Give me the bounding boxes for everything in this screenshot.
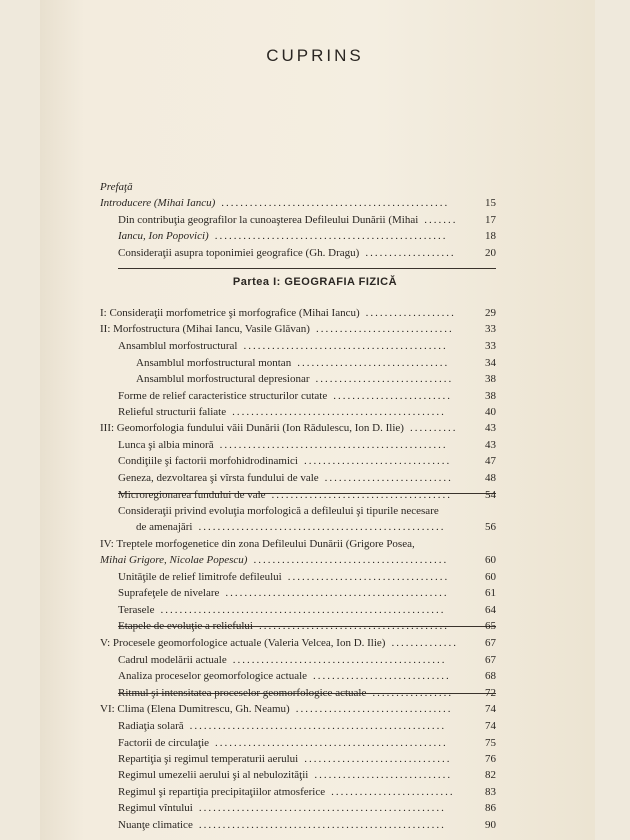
toc-page-number: 61: [485, 587, 496, 599]
toc-entry[interactable]: [0, 801, 630, 817]
toc-entry[interactable]: [0, 454, 630, 470]
toc-entry-title: Ansamblul morfostructural montan: [136, 357, 292, 369]
leader-dots: ..................................: [287, 571, 450, 583]
toc-entry[interactable]: [0, 488, 630, 504]
leader-dots: ......................................................: [189, 720, 447, 732]
toc-page-number: 48: [485, 472, 496, 484]
leader-dots: ...............................................: [225, 587, 449, 599]
toc-entry[interactable]: [0, 356, 630, 372]
toc-entry-title: Regimul umezelii aerului şi al nebulozităţii: [118, 769, 309, 781]
leader-dots: ..............: [391, 637, 458, 649]
toc-page-number: 74: [485, 703, 496, 715]
toc-page-number: 60: [485, 571, 496, 583]
toc-entry-title: III: Geomorfologia fundului văii Dunării (Ion Rădulescu, Ion D. Ilie): [100, 422, 404, 434]
leader-dots: ...........................: [324, 472, 453, 484]
toc-page-number: 33: [485, 323, 496, 335]
toc-entry[interactable]: [0, 570, 630, 586]
toc-entry[interactable]: [0, 306, 630, 322]
toc-entry[interactable]: [0, 405, 630, 421]
toc-page-number: 38: [485, 390, 496, 402]
toc-page-number: 54: [485, 489, 496, 501]
toc-page-number: 17: [485, 214, 496, 226]
toc-entry-title: Microregionarea fundului de vale: [118, 489, 266, 501]
toc-page-number: 82: [485, 769, 496, 781]
toc-entry-title: II: Morfostructura (Mihai Iancu, Vasile Glăvan): [100, 323, 310, 335]
leader-dots: ...............................: [303, 455, 452, 467]
toc-entry[interactable]: [0, 389, 630, 405]
toc-entry[interactable]: [0, 471, 630, 487]
leader-dots: .............................................: [232, 654, 447, 666]
leader-dots: .................................................: [214, 230, 448, 242]
toc-page-number: 15: [485, 197, 496, 209]
toc-page-number: 75: [485, 737, 496, 749]
toc-entry[interactable]: [0, 339, 630, 355]
leader-dots: .......: [424, 214, 458, 226]
toc-entry-title: Nuanţe climatice: [118, 819, 193, 831]
toc-entry-title: Radiaţia solară: [118, 720, 184, 732]
leader-dots: .............................: [315, 373, 454, 385]
toc-entry-title: Consideraţii asupra toponimiei geografice (Gh. Dragu): [118, 247, 360, 259]
toc-page-number: 20: [485, 247, 496, 259]
toc-page-number: 65: [485, 620, 496, 632]
leader-dots: .........................................: [253, 554, 449, 566]
toc-entry-title: V: Procesele geomorfologice actuale (Valeria Velcea, Ion D. Ilie): [100, 637, 386, 649]
toc-page-number: 38: [485, 373, 496, 385]
toc-entry-title: IV: Treptele morfogenetice din zona Defileului Dunării (Grigore Posea,: [100, 538, 415, 550]
toc-entry[interactable]: [0, 213, 630, 229]
leader-dots: ....................................................: [198, 521, 446, 533]
toc-entry[interactable]: [0, 785, 630, 801]
toc-entry[interactable]: [0, 421, 630, 437]
toc-entry-title: Introducere (Mihai Iancu): [100, 197, 216, 209]
toc-entry-title: Consideraţii privind evoluţia morfologică a defileului şi tipurile necesare: [118, 505, 439, 517]
toc-entry[interactable]: [0, 636, 630, 652]
toc-entry-title: Terasele: [118, 604, 155, 616]
toc-entry-title: Suprafeţele de nivelare: [118, 587, 220, 599]
toc-entry[interactable]: [0, 603, 630, 619]
leader-dots: .............................: [314, 769, 453, 781]
toc-page-number: 43: [485, 422, 496, 434]
leader-dots: ....................................................: [198, 819, 446, 831]
toc-entry-title: Unităţile de relief limitrofe defileului: [118, 571, 282, 583]
leader-dots: .........................: [333, 390, 452, 402]
leader-dots: ..........: [409, 422, 458, 434]
toc-page-number: 83: [485, 786, 496, 798]
toc-entry[interactable]: [0, 719, 630, 735]
toc-page-number: 90: [485, 819, 496, 831]
toc-entry[interactable]: [0, 653, 630, 669]
toc-entry[interactable]: [0, 180, 630, 196]
toc-entry[interactable]: [0, 686, 630, 702]
leader-dots: ................................................: [221, 197, 450, 209]
toc-page-number: 60: [485, 554, 496, 566]
toc-page-number: 86: [485, 802, 496, 814]
section-divider: [118, 268, 496, 269]
toc-entry-title: I: Consideraţii morfometrice şi morfografice (Mihai Iancu): [100, 307, 360, 319]
toc-entry[interactable]: [0, 619, 630, 635]
toc-entry[interactable]: [0, 669, 630, 685]
leader-dots: ....................................................: [198, 802, 446, 814]
leader-dots: .............................: [315, 323, 454, 335]
page-title: CUPRINS: [266, 46, 364, 65]
toc-page-number: 33: [485, 340, 496, 352]
toc-entry[interactable]: [0, 438, 630, 454]
leader-dots: ................................: [297, 357, 450, 369]
toc-page-number: 72: [485, 687, 496, 699]
leader-dots: ...............................: [304, 753, 452, 765]
toc-page-number: 47: [485, 455, 496, 467]
toc-entry-title: Condiţiile şi factorii morfohidrodinamici: [118, 455, 298, 467]
toc-page-number: 18: [485, 230, 496, 242]
toc-entry[interactable]: [0, 372, 630, 388]
leader-dots: ........................................: [259, 620, 449, 632]
toc-entry[interactable]: [0, 702, 630, 718]
toc-page-number: 68: [485, 670, 496, 682]
leader-dots: ..........................: [331, 786, 455, 798]
toc-entry[interactable]: [0, 752, 630, 768]
toc-entry[interactable]: [0, 229, 630, 245]
toc-entry[interactable]: [0, 586, 630, 602]
toc-entry-title: Prefaţă: [100, 181, 133, 193]
toc-entry-title: Iancu, Ion Popovici): [118, 230, 209, 242]
leader-dots: ............................................................: [160, 604, 446, 616]
toc-page-number: 64: [485, 604, 496, 616]
toc-entry-title: VI: Clima (Elena Dumitrescu, Gh. Neamu): [100, 703, 290, 715]
leader-dots: ......................................: [271, 489, 453, 501]
leader-dots: .............................................: [232, 406, 446, 418]
toc-entry-title: Regimul vîntului: [118, 802, 193, 814]
leader-dots: ...........................................: [243, 340, 448, 352]
leader-dots: .............................: [313, 670, 451, 682]
toc-entry[interactable]: [0, 504, 630, 520]
toc-entry-title: Ansamblul morfostructural depresionar: [136, 373, 310, 385]
toc-entry-title: Ansamblul morfostructural: [118, 340, 238, 352]
part-heading: Partea I: GEOGRAFIA FIZICĂ: [232, 276, 398, 288]
toc-page-number: 67: [485, 637, 496, 649]
toc-entry-title: Din contribuţia geografilor la cunoaşterea Defileului Dunării (Mihai: [118, 214, 419, 226]
toc-entry-title: de amenajări: [136, 521, 193, 533]
toc-page-number: 29: [485, 307, 496, 319]
toc-entry[interactable]: [0, 736, 630, 752]
leader-dots: .................: [372, 687, 454, 699]
toc-entry-title: Repartiţia şi regimul temperaturii aerului: [118, 753, 299, 765]
toc-entry-title: Mihai Grigore, Nicolae Popescu): [100, 554, 248, 566]
toc-entry[interactable]: [0, 322, 630, 338]
toc-entry-title: Analiza proceselor geomorfologice actuale: [118, 670, 308, 682]
toc-page-number: 67: [485, 654, 496, 666]
leader-dots: ...................: [365, 247, 456, 259]
toc-page-number: 74: [485, 720, 496, 732]
toc-page-number: 43: [485, 439, 496, 451]
leader-dots: ................................................: [219, 439, 448, 451]
toc-entry[interactable]: [0, 818, 630, 834]
leader-dots: .................................................: [215, 737, 448, 749]
toc-entry-title: Geneza, dezvoltarea şi vîrsta fundului de vale: [118, 472, 319, 484]
toc-page-number: 40: [485, 406, 496, 418]
leader-dots: ...................: [365, 307, 456, 319]
toc-entry[interactable]: [0, 537, 630, 553]
toc-entry[interactable]: [0, 520, 630, 536]
toc-entry[interactable]: [0, 768, 630, 784]
toc-page-number: 76: [485, 753, 496, 765]
toc-entry[interactable]: [0, 246, 630, 262]
toc-page-number: 56: [485, 521, 496, 533]
toc-entry[interactable]: [0, 553, 630, 569]
toc-entry-title: Cadrul modelării actuale: [118, 654, 227, 666]
toc-entry-title: Etapele de evoluţie a reliefului: [118, 620, 253, 632]
toc-entry-title: Ritmul şi intensitatea proceselor geomorfologice actuale: [118, 687, 367, 699]
toc-entry[interactable]: [0, 196, 630, 212]
toc-entry-title: Factorii de circulaţie: [118, 737, 210, 749]
toc-entry-title: Relieful structurii faliate: [118, 406, 227, 418]
toc-entry-title: Lunca şi albia minoră: [118, 439, 214, 451]
leader-dots: .................................: [295, 703, 453, 715]
toc-entry-title: Regimul şi repartiţia precipitaţiilor atmosferice: [118, 786, 326, 798]
toc-page-number: 34: [485, 357, 496, 369]
toc-entry-title: Forme de relief caracteristice structurilor cutate: [118, 390, 328, 402]
